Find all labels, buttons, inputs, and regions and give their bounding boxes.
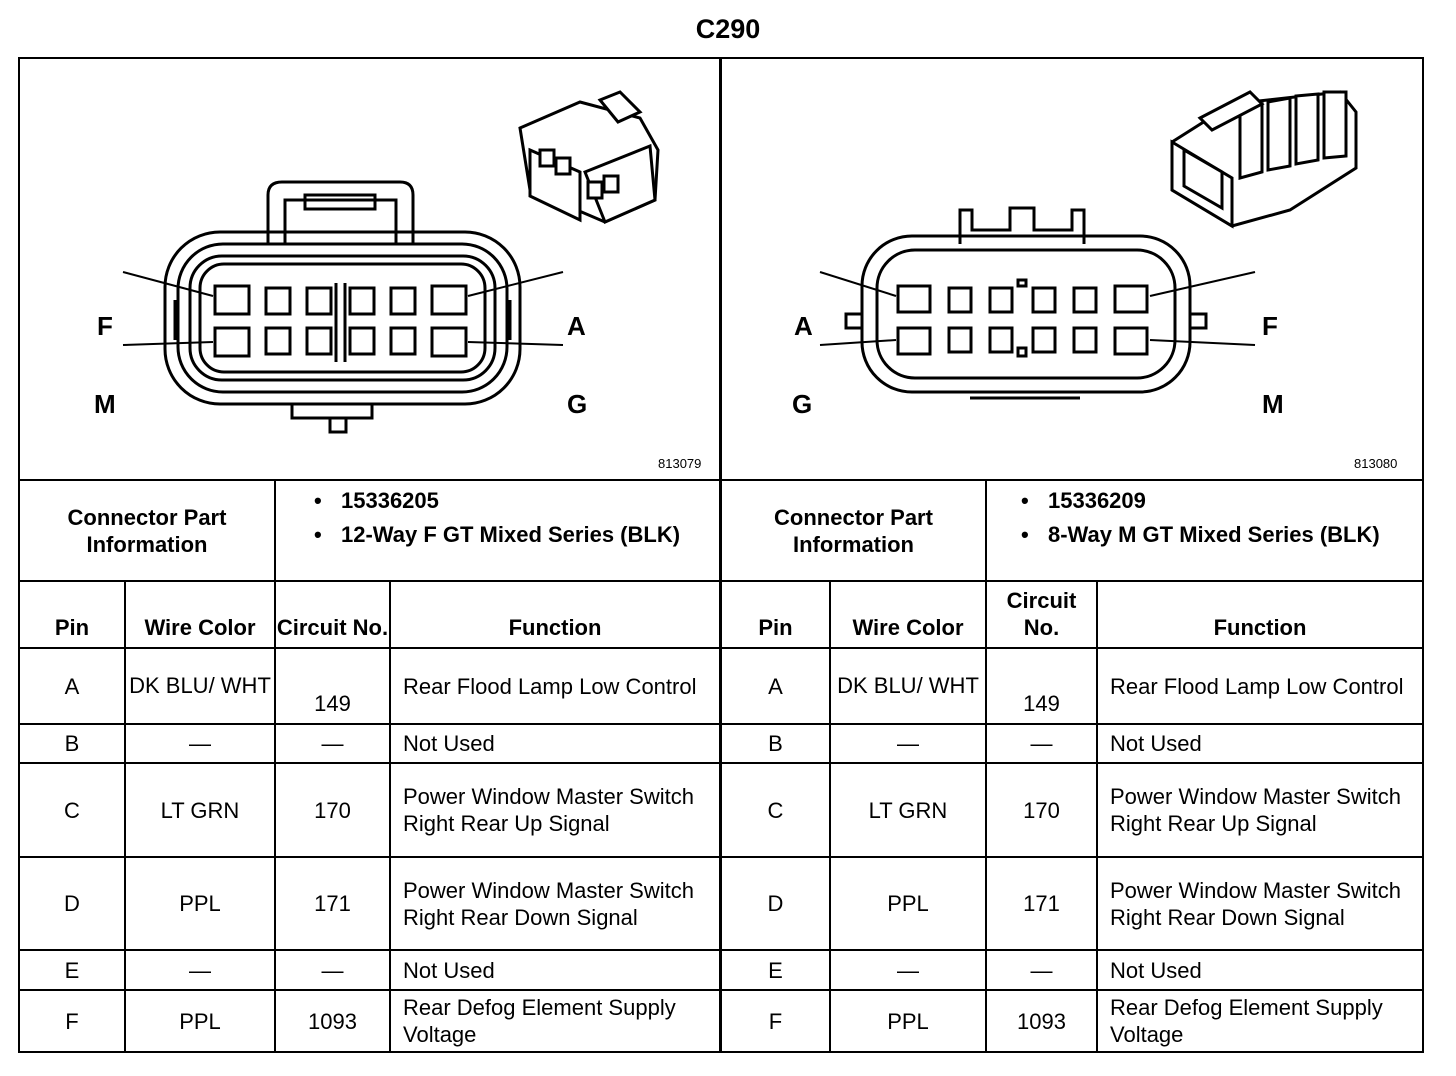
function-cell: Power Window Master Switch Right Rear Down Signal <box>1110 877 1401 930</box>
connector-description: • 8-Way M GT Mixed Series (BLK) <box>1021 522 1380 548</box>
function-cell: Power Window Master Switch Right Rear Down Signal <box>403 877 694 930</box>
connector-info-values-right <box>987 481 1422 580</box>
part-number: • 15336209 <box>1021 488 1380 514</box>
header-pin: Pin <box>758 615 793 640</box>
pin-label-bottom-left: M <box>94 389 116 419</box>
pin-cell: B <box>768 731 783 756</box>
pin-label-top-right: F <box>1262 311 1278 341</box>
wire-color-cell: PPL <box>179 891 221 916</box>
circuit-cell: — <box>321 957 344 983</box>
connector-info-values-left <box>276 481 719 580</box>
left-connector-figure <box>20 59 719 479</box>
wire-color-cell: LT GRN <box>868 797 948 823</box>
function-cell: Not Used <box>403 731 495 756</box>
wire-color-cell: PPL <box>887 1008 929 1034</box>
pin-cell: E <box>64 957 80 983</box>
wire-color-cell: PPL <box>887 891 929 916</box>
header-wire-color: Wire Color <box>852 615 964 640</box>
circuit-cell: 149 <box>314 691 351 716</box>
function-cell: Rear Defog Element Supply Voltage <box>403 995 676 1047</box>
pin-cell: A <box>64 673 80 699</box>
header-pin: Pin <box>54 615 90 640</box>
header-function: Function <box>508 615 602 640</box>
right-connector-figure <box>722 59 1422 479</box>
pin-label-top-left: F <box>97 311 113 341</box>
pin-cell: D <box>64 891 80 916</box>
circuit-cell: 171 <box>1023 891 1060 916</box>
circuit-cell: — <box>321 731 344 756</box>
pin-cell: C <box>64 797 80 823</box>
wire-color-cell: DK BLU/ WHT <box>129 673 271 698</box>
circuit-cell: 170 <box>314 797 351 823</box>
figure-id: 813079 <box>658 456 702 471</box>
wire-color-cell: DK BLU/ WHT <box>837 673 979 698</box>
circuit-cell: 1093 <box>308 1008 357 1034</box>
function-cell: Not Used <box>1110 731 1202 756</box>
female-connector-face <box>20 59 719 479</box>
circuit-cell: 170 <box>1023 797 1060 823</box>
connector-info-label-right: Connector Part Information <box>774 504 933 557</box>
pin-label-bottom-left: G <box>792 389 813 419</box>
wire-color-cell: — <box>897 731 919 756</box>
pin-label-bottom-right: M <box>1262 389 1284 419</box>
header-circuit: Circuit No. <box>276 615 389 640</box>
connector-description: • 12-Way F GT Mixed Series (BLK) <box>314 522 680 548</box>
male-connector-face <box>722 59 1422 479</box>
header-circuit: Circuit No. <box>1006 588 1077 640</box>
pin-cell: A <box>768 673 783 699</box>
wire-color-cell: LT GRN <box>160 797 240 823</box>
circuit-cell: 1093 <box>1017 1008 1066 1034</box>
circuit-cell: 171 <box>314 891 351 916</box>
function-cell: Not Used <box>403 957 495 983</box>
connector-info-label-left: Connector Part Information <box>67 504 227 557</box>
function-cell: Rear Flood Lamp Low Control <box>1110 673 1404 699</box>
pin-label-top-left: A <box>794 311 813 341</box>
pin-cell: D <box>767 891 784 916</box>
pin-label-top-right: A <box>567 311 586 341</box>
pin-cell: C <box>767 797 784 823</box>
circuit-cell: — <box>1030 731 1053 756</box>
wire-color-cell: PPL <box>179 1008 221 1034</box>
function-cell: Power Window Master Switch Right Rear Up Signal <box>403 784 694 836</box>
pin-cell: E <box>768 957 783 983</box>
wire-color-cell: — <box>189 957 211 983</box>
pin-label-bottom-right: G <box>567 389 588 419</box>
pin-cell: F <box>65 1008 79 1034</box>
circuit-cell: — <box>1030 957 1053 983</box>
pin-cell: F <box>768 1008 783 1034</box>
header-wire-color: Wire Color <box>144 615 256 640</box>
circuit-cell: 149 <box>1023 691 1060 716</box>
pin-cell: B <box>64 731 80 756</box>
figure-id: 813080 <box>1354 456 1398 471</box>
page-title: C290 <box>695 14 761 44</box>
function-cell: Rear Flood Lamp Low Control <box>403 673 697 699</box>
wire-color-cell: — <box>189 731 211 756</box>
header-function: Function <box>1213 615 1307 640</box>
wire-color-cell: — <box>897 957 919 983</box>
function-cell: Not Used <box>1110 957 1202 983</box>
part-number: • 15336205 <box>314 488 680 514</box>
function-cell: Power Window Master Switch Right Rear Up Signal <box>1110 784 1401 836</box>
function-cell: Rear Defog Element Supply Voltage <box>1110 995 1383 1047</box>
